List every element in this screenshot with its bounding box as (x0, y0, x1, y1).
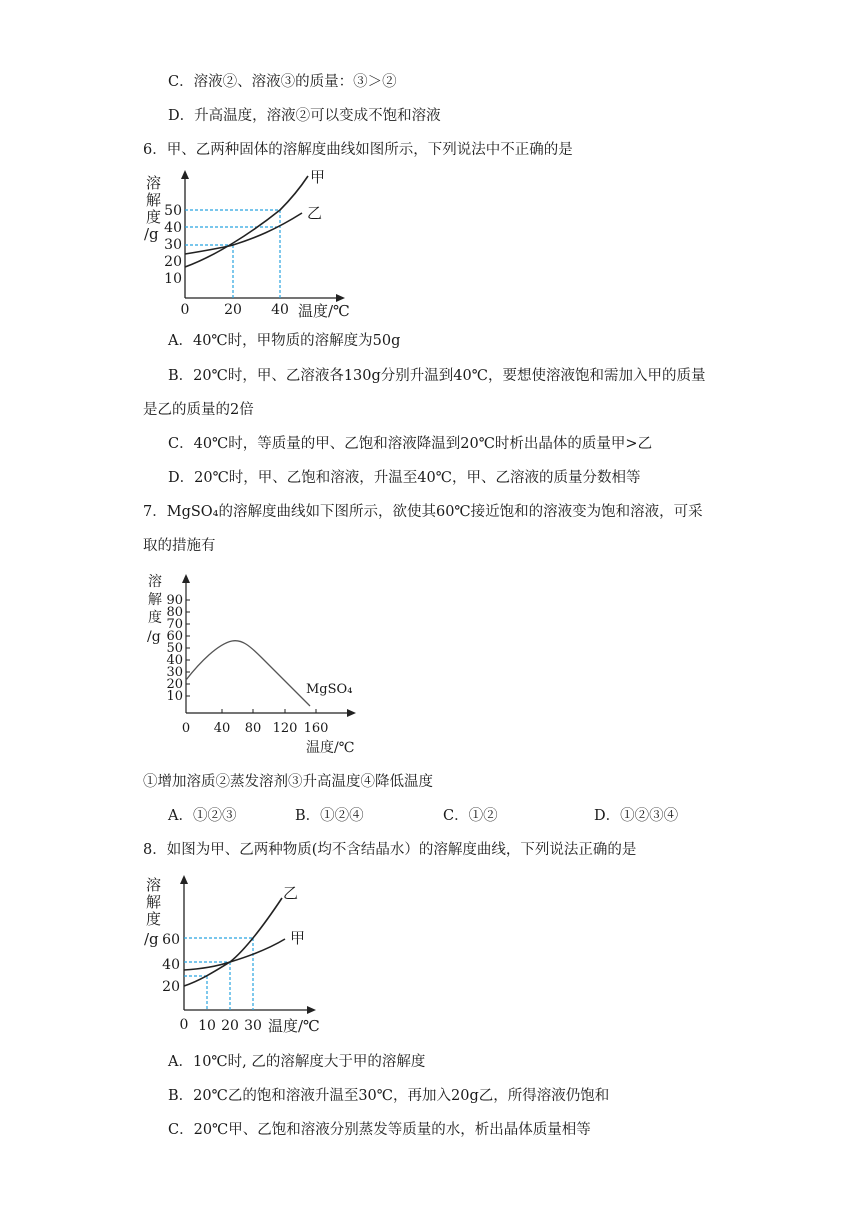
q7-xtick-80: 80 (244, 721, 262, 736)
q8-ylabel-3: 度 (146, 910, 162, 928)
q7-xtick-0: 0 (181, 721, 191, 736)
q6-curve-jia (185, 176, 308, 267)
q8-label-yi: 乙 (283, 884, 299, 902)
q7-ytick-80: 80 (166, 605, 183, 620)
q7-ytick-30: 30 (166, 665, 183, 680)
q8-solubility-chart (140, 868, 340, 1040)
q7-stem-line1: 7．MgSO₄的溶解度曲线如下图所示，欲使其60℃接近饱和的溶液变为饱和溶液，可采 (143, 504, 703, 520)
q6-ytick-40: 40 (164, 220, 182, 236)
q8-xtick-30: 30 (244, 1018, 262, 1034)
q6-ytick-30: 30 (164, 237, 182, 253)
q7-ytick-20: 20 (166, 677, 183, 692)
q7-xtick-40: 40 (213, 721, 231, 736)
q8-ytick-20: 20 (162, 979, 180, 995)
q7-ytick-40: 40 (166, 653, 183, 668)
q8-ytick-60: 60 (162, 932, 180, 948)
q6-ylabel-2: 解 (146, 191, 162, 209)
q7-stem-line2: 取的措施有 (143, 538, 216, 554)
q5-option-c: C．溶液②、溶液③的质量：③＞② (168, 74, 397, 90)
q8-curve-jia (184, 939, 285, 970)
q7-ylabel-2: 解 (148, 592, 162, 608)
q7-ytick-90: 90 (166, 593, 183, 608)
q6-option-c: C．40℃时，等质量的甲、乙饱和溶液降温到20℃时析出晶体的质量甲>乙 (168, 436, 653, 452)
q6-xtick-0: 0 (180, 302, 190, 318)
q7-ytick-60: 60 (166, 629, 183, 644)
q8-ylabel-4: /g (144, 930, 159, 948)
q7-ytick-10: 10 (166, 689, 183, 704)
q8-ylabel-2: 解 (146, 893, 162, 911)
q6-xtick-40: 40 (271, 302, 289, 318)
q7-label-mgso4: MgSO₄ (306, 682, 353, 697)
q6-ylabel-3: 度 (146, 208, 162, 226)
q7-measures: ①增加溶质②蒸发溶剂③升高温度④降低温度 (143, 774, 433, 790)
q6-ylabel-1: 溶 (146, 174, 162, 192)
q6-ytick-20: 20 (164, 254, 182, 270)
q6-ylabel-4: /g (144, 225, 159, 243)
q7-ylabel-3: 度 (148, 610, 162, 626)
q8-xtick-10: 10 (198, 1018, 216, 1034)
q6-xtick-20: 20 (224, 302, 242, 318)
q8-curve-yi (184, 898, 282, 986)
q6-curve-yi (185, 213, 302, 254)
q5-option-d: D．升高温度，溶液②可以变成不饱和溶液 (168, 108, 441, 124)
q6-solubility-chart (140, 166, 370, 326)
q7-xtick-160: 160 (303, 721, 329, 736)
q7-ytick-50: 50 (166, 641, 183, 656)
q7-xlabel: 温度/℃ (306, 740, 355, 756)
q6-xlabel: 温度/℃ (298, 302, 350, 320)
q8-option-a: A．10℃时, 乙的溶解度大于甲的溶解度 (168, 1054, 426, 1070)
q6-label-yi: 乙 (307, 204, 323, 222)
q7-option-b: B．①②④ (295, 808, 364, 824)
q6-option-b-line2: 是乙的质量的2倍 (143, 402, 254, 418)
q8-xlabel: 温度/℃ (268, 1017, 320, 1035)
q6-ytick-50: 50 (164, 203, 182, 219)
q6-label-jia: 甲 (310, 168, 326, 186)
q8-option-c: C．20℃甲、乙饱和溶液分别蒸发等质量的水，析出晶体质量相等 (168, 1122, 591, 1138)
q7-ylabel-4: /g (147, 629, 161, 645)
q8-ylabel-1: 溶 (146, 876, 162, 894)
q8-ytick-40: 40 (162, 957, 180, 973)
q7-ytick-70: 70 (166, 617, 183, 632)
q8-stem: 8．如图为甲、乙两种物质(均不含结晶水）的溶解度曲线，下列说法正确的是 (143, 842, 637, 858)
q7-option-d: D．①②③④ (594, 808, 679, 824)
q8-xtick-0: 0 (179, 1017, 189, 1033)
q6-ytick-10: 10 (164, 271, 182, 287)
q8-xtick-20: 20 (221, 1018, 239, 1034)
q6-option-a: A．40℃时，甲物质的溶解度为50g (168, 333, 401, 349)
q7-option-c: C．①② (443, 808, 498, 824)
q7-mgso4-chart (140, 566, 380, 762)
q7-option-a: A．①②③ (168, 808, 237, 824)
q7-ylabel-1: 溶 (148, 574, 162, 590)
q7-curve-mgso4 (186, 641, 310, 706)
q6-stem: 6．甲、乙两种固体的溶解度曲线如图所示，下列说法中不正确的是 (143, 142, 573, 158)
q6-option-d: D．20℃时，甲、乙饱和溶液，升温至40℃，甲、乙溶液的质量分数相等 (168, 470, 641, 486)
q8-option-b: B．20℃乙的饱和溶液升温至30℃，再加入20g乙，所得溶液仍饱和 (168, 1088, 610, 1104)
q8-label-jia: 甲 (290, 929, 306, 947)
q6-option-b-line1: B．20℃时，甲、乙溶液各130g分别升温到40℃，要想使溶液饱和需加入甲的质量 (168, 368, 706, 384)
q7-xtick-120: 120 (272, 721, 298, 736)
